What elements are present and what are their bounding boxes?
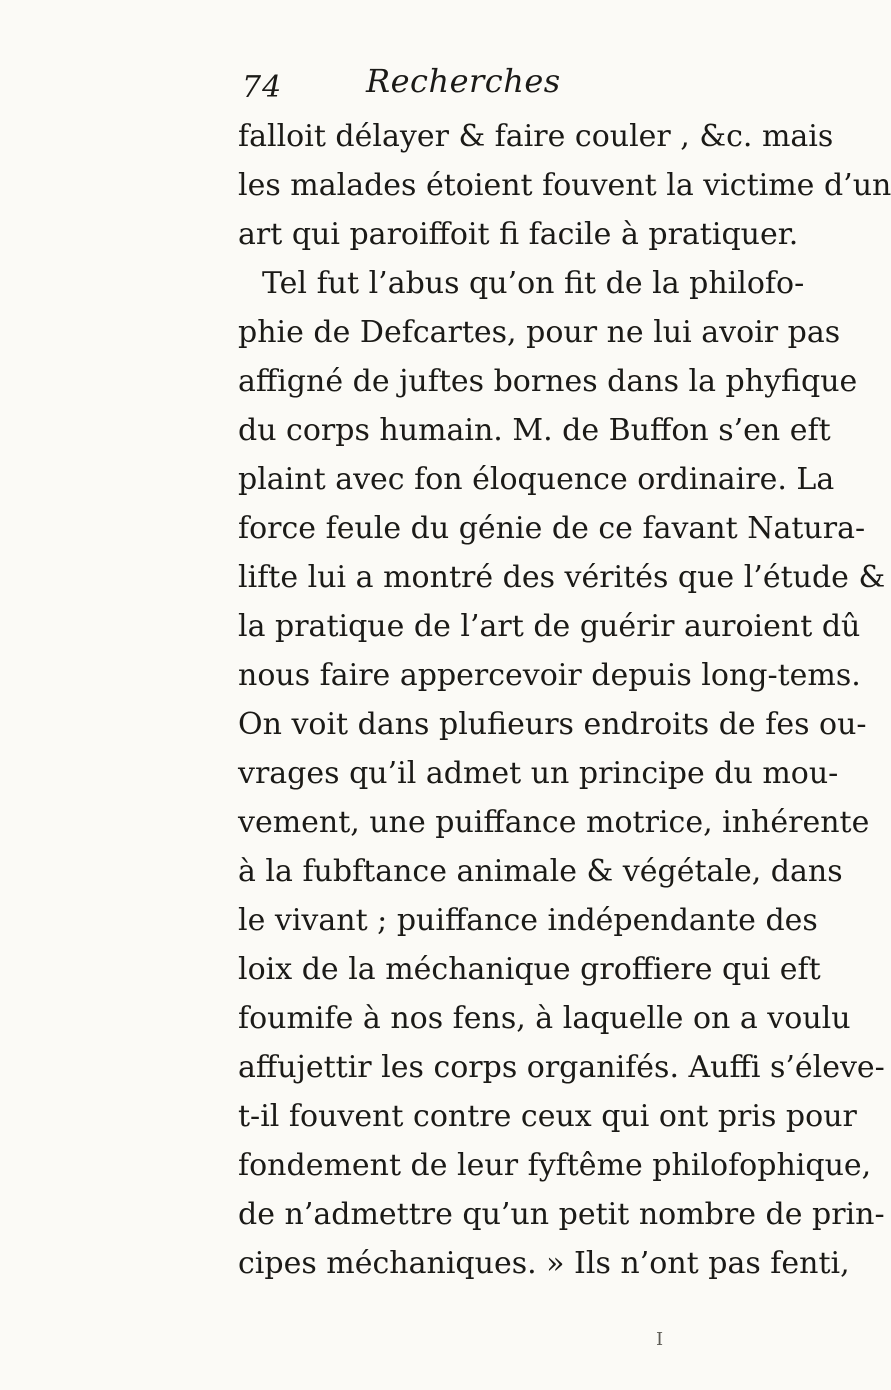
- text-line-10: lifte lui a montré des vérités que l’étude &: [238, 560, 886, 595]
- text-line-18: loix de la méchanique groffiere qui eft: [238, 952, 821, 987]
- text-line-7: du corps humain. M. de Buffon s’en eft: [238, 413, 831, 448]
- running-head: Recherches: [366, 62, 561, 100]
- text-line-16: à la fubftance animale & végétale, dans: [238, 854, 843, 889]
- text-line-17: le vivant ; puiffance indépendante des: [238, 903, 818, 938]
- text-line-2: les malades étoient fouvent la victime d’un: [238, 168, 891, 203]
- text-line-8: plaint avec fon éloquence ordinaire. La: [238, 462, 835, 497]
- text-line-19: foumife à nos fens, à laquelle on a voulu: [238, 1001, 851, 1036]
- text-line-24: cipes méchaniques. » Ils n’ont pas fenti,: [238, 1246, 850, 1281]
- text-line-13: On voit dans plufieurs endroits de fes ou-: [238, 707, 867, 742]
- text-line-6: affigné de juftes bornes dans la phyfique: [238, 364, 858, 399]
- page-header: [242, 62, 712, 106]
- text-line-15: vement, une puiffance motrice, inhérente: [238, 805, 870, 840]
- page-number: 74: [242, 70, 283, 105]
- text-line-4: Tel fut l’abus qu’on fit de la philofo-: [262, 266, 805, 301]
- text-line-12: nous faire appercevoir depuis long-tems.: [238, 658, 861, 693]
- text-line-1: falloit délayer & faire couler , &c. mais: [238, 119, 834, 154]
- text-line-11: la pratique de l’art de guérir auroient dû: [238, 609, 861, 644]
- text-line-23: de n’admettre qu’un petit nombre de prin-: [238, 1197, 885, 1232]
- text-line-14: vrages qu’il admet un principe du mou-: [238, 756, 839, 791]
- text-line-5: phie de Defcartes, pour ne lui avoir pas: [238, 315, 841, 350]
- text-line-3: art qui paroiffoit fi facile à pratiquer.: [238, 217, 799, 252]
- text-line-22: fondement de leur fyftême philofophique,: [238, 1148, 872, 1183]
- footer-mark: I: [656, 1329, 664, 1350]
- body-text: [238, 112, 891, 1288]
- text-line-21: t-il fouvent contre ceux qui ont pris pour: [238, 1099, 857, 1134]
- text-line-20: affujettir les corps organifés. Auffi s’éleve-: [238, 1050, 885, 1085]
- text-line-9: force feule du génie de ce favant Natura-: [238, 511, 866, 546]
